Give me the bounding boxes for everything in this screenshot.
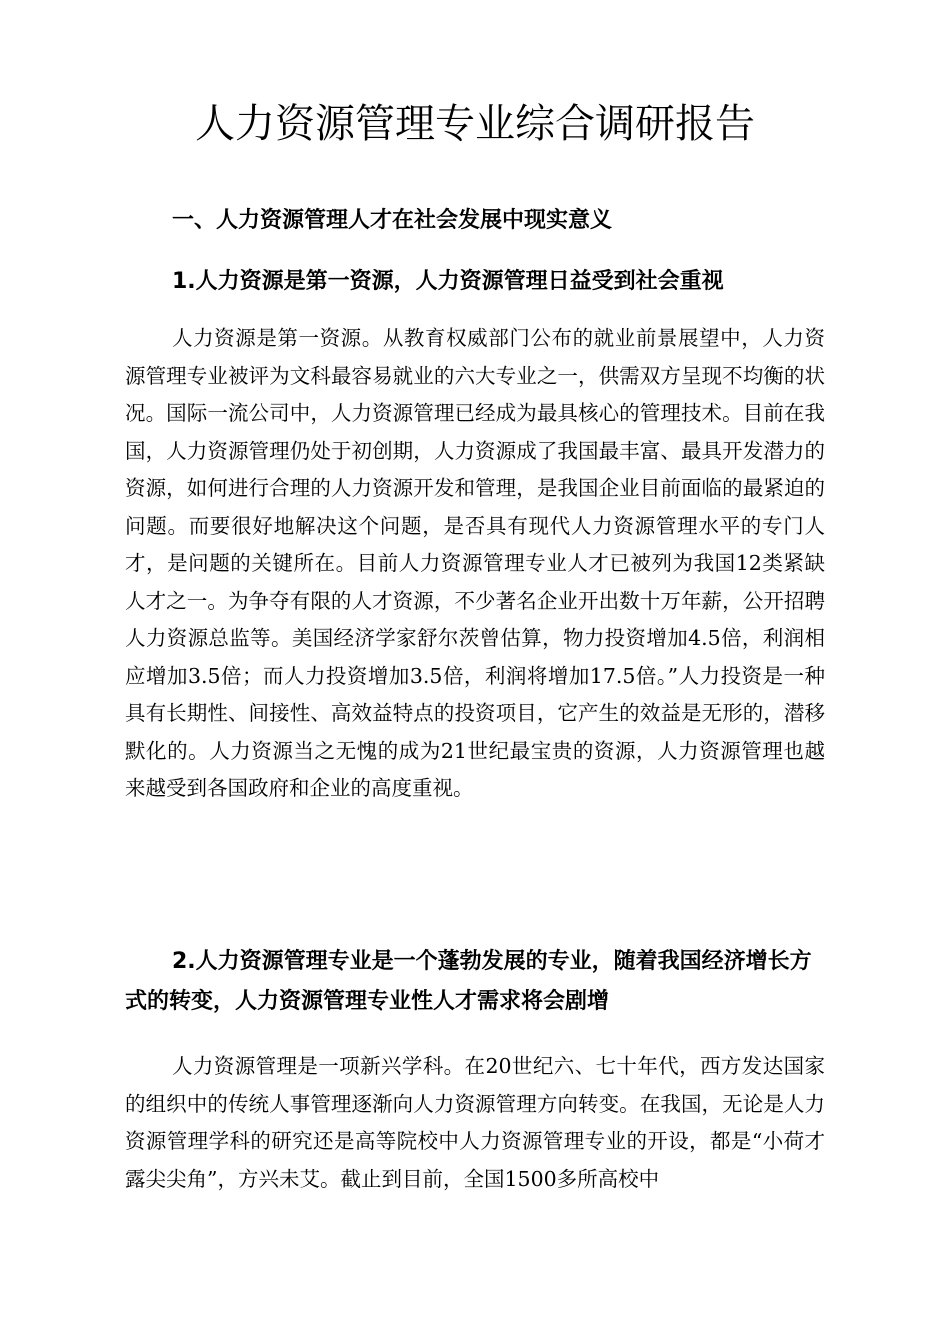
subsection-heading-1: 1.人力资源是第一资源，人力资源管理日益受到社会重视	[172, 269, 724, 294]
subsection-heading-2: 2.人力资源管理专业是一个蓬勃发展的专业，随着我国经济增长方式的转变，人力资源管理专业性人才需求将会剧增	[125, 949, 812, 1014]
body-paragraph-1: 人力资源是第一资源。从教育权威部门公布的就业前景展望中，人力资源管理专业被评为文科最容易就业的六大专业之一，供需双方呈现不均衡的状况。国际一流公司中，人力资源管理已经成为最具核心的管理技术。目前在我国，人力资源管理仍处于初创期，人力资源成了我国最丰富、最具开发潜力的资源，如何进行合理的人力资源开发和管理，是我国企业目前面临的最紧迫的问题。而要很好地解决这个问题，是否具有现代人力资源管理水平的专门人才，是问题的关键所在。目前人力资源管理专业人才已被列为我国12类紧缺人才之一。为争夺有限的人才资源，不少著名企业开出数十万年薪，公开招聘人力资源总监等。美国经济学家舒尔茨曾估算，物力投资增加4.5倍，利润相应增加3.5倍；而人力投资增加3.5倍，利润将增加17.5倍。”人力投资是一种具有长期性、间接性、高效益特点的投资项目，它产生的效益是无形的，潜移默化的。人力资源当之无愧的成为21世纪最宝贵的资源，人力资源管理也越来越受到各国政府和企业的高度重视。	[125, 326, 825, 800]
section-heading-1: 一、人力资源管理人才在社会发展中现实意义	[172, 208, 613, 233]
document-title: 人力资源管理专业综合调研报告	[195, 101, 755, 147]
body-paragraph-2: 人力资源管理是一项新兴学科。在20世纪六、七十年代，西方发达国家的组织中的传统人事管理逐渐向人力资源管理方向转变。在我国，无论是人力资源管理学科的研究还是高等院校中人力资源管理专业的开设，都是“小荷才露尖尖角”，方兴未艾。截止到目前，全国1500多所高校中	[125, 1054, 825, 1191]
